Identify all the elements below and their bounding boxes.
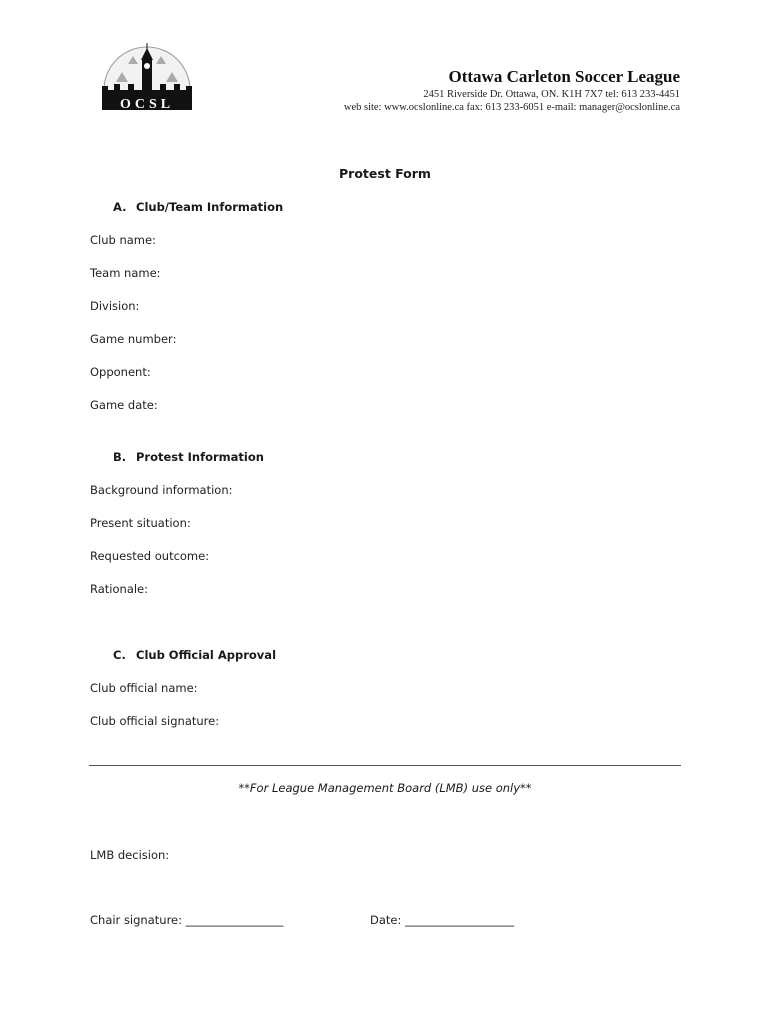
section-letter: B.: [113, 450, 127, 464]
field-team-name: Team name:: [90, 266, 161, 280]
section-letter: A.: [113, 200, 127, 214]
parliament-tower-icon: [98, 42, 196, 112]
lmb-use-only-note: **For League Management Board (LMB) use only**: [238, 781, 532, 795]
field-background-information: Background information:: [90, 483, 233, 497]
field-opponent: Opponent:: [90, 365, 151, 379]
field-game-number: Game number:: [90, 332, 177, 346]
field-chair-signature: Chair signature: _________________: [90, 913, 284, 927]
section-b-heading: [113, 450, 264, 464]
field-date: Date: ___________________: [370, 913, 515, 927]
ocsl-logo: [98, 42, 196, 112]
organization-contact: web site: www.ocslonline.ca fax: 613 233-6051 e-mail: manager@ocslonline.ca: [343, 102, 680, 113]
field-division: Division:: [90, 299, 140, 313]
section-letter: C.: [113, 648, 126, 662]
field-lmb-decision: LMB decision:: [90, 848, 170, 862]
field-club-name: Club name:: [90, 233, 156, 247]
field-requested-outcome: Requested outcome:: [90, 549, 210, 563]
field-present-situation: Present situation:: [90, 516, 191, 530]
section-title: Protest Information: [136, 450, 264, 464]
section-title: Club/Team Information: [136, 200, 284, 214]
field-rationale: Rationale:: [90, 582, 149, 596]
field-club-official-name: Club official name:: [90, 681, 198, 695]
section-title: Club Official Approval: [136, 648, 277, 662]
field-club-official-signature: Club official signature:: [90, 714, 220, 728]
divider: [89, 765, 681, 766]
organization-name: Ottawa Carleton Soccer League: [448, 67, 680, 86]
organization-address: 2451 Riverside Dr. Ottawa, ON. K1H 7X7 tel: 613 233-4451: [423, 89, 680, 100]
section-a-heading: [113, 200, 283, 214]
form-title: Protest Form: [339, 166, 431, 181]
svg-text:OCSL: OCSL: [119, 97, 175, 112]
field-game-date: Game date:: [90, 398, 158, 412]
section-c-heading: [113, 648, 276, 662]
